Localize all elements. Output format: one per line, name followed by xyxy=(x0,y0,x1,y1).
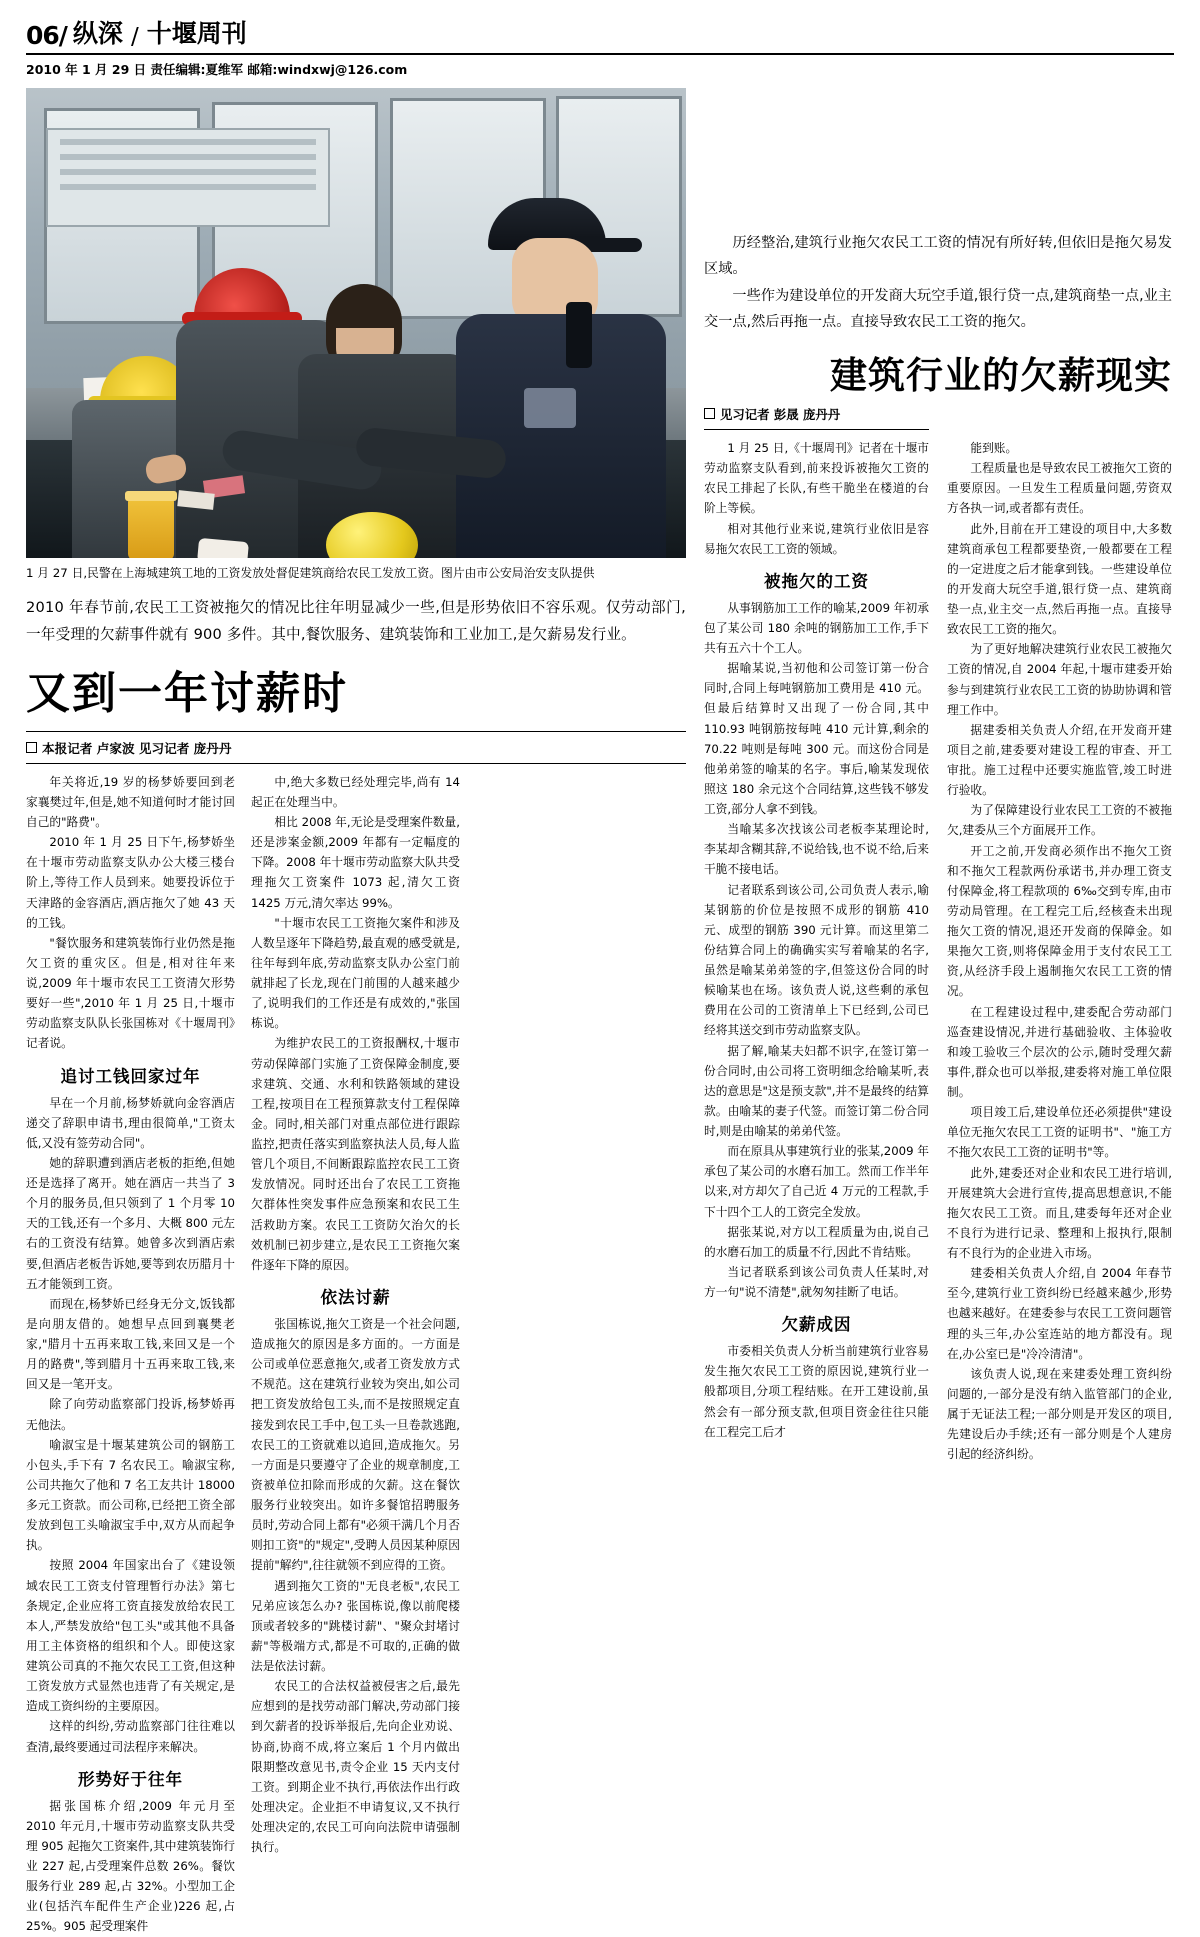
paragraph: 建委相关负责人介绍,自 2004 年春节至今,建筑行业工资纠纷已经越来越少,形势也越来越好。在建委参与农民工工资问题管理的头三年,办公室连站的地方都没有。现在,办公室已是"冷冷清清"。 xyxy=(947,1266,1172,1361)
paragraph: 早在一个月前,杨梦娇就向金容酒店递交了辞职申请书,理由很简单,"工资太低,又没有签劳动合同"。 xyxy=(26,1095,235,1150)
byline-square-icon xyxy=(26,742,37,753)
section-name: 纵深 xyxy=(72,19,123,48)
paragraph: 记者联系到该公司,公司负责人表示,喻某钢筋的价位是按照不成形的钢筋 410 元、成型的钢筋 390 元计算。而这里第二份结算合同上的确确实实写着喻某的名字,虽然是喻某弟弟签的字,但签这份合同的时候喻某也在场。该负责人说,这些剩的承包费用在公司的工资清单上下已经到,公司已经将其送交到市劳动监察支队。 xyxy=(704,882,929,1038)
paragraph: 项目竣工后,建设单位还必须提供"建设单位无拖欠农民工工资的证明书"、"施工方不拖欠农民工工资的证明书"等。 xyxy=(947,1105,1172,1160)
right-text-column-2 xyxy=(947,438,1172,1464)
paragraph: 市委相关负责人分析当前建筑行业容易发生拖欠农民工工资的原因说,建筑行业一般都项目,分项工程结账。在开工建设前,虽然会有一部分预支款,但项目资金往往只能在工程完工后才 xyxy=(704,1344,929,1439)
paragraph: 农民工的合法权益被侵害之后,最先应想到的是找劳动部门解决,劳动部门接到欠薪者的投诉举报后,先向企业劝说、协商,协商不成,将立案后 1 个月内做出限期整改意见书,责令企业 15 天内支付工资。到期企业不执行,再依法作出行政处理决定。企业拒不申请复议,又不执行处理决定的,农民工可向向法院申请强制执行。 xyxy=(251,1679,460,1855)
page-number: 06/ xyxy=(26,21,67,50)
masthead-divider: / xyxy=(130,24,139,50)
publication-name: 十堰周刊 xyxy=(146,19,247,48)
paragraph: 从事钢筋加工工作的喻某,2009 年初承包了某公司 180 余吨的钢筋加工工作,手下共有五六十个工人。 xyxy=(704,600,929,656)
paragraph: 遇到拖欠工资的"无良老板",农民工兄弟应该怎么办? 张国栋说,像以前爬楼顶或者较多的"跳楼讨薪"、"聚众封堵讨薪"等极端方式,都是不可取的,正确的做法是依法讨薪。 xyxy=(251,1578,460,1674)
paragraph: 喻淑宝是十堰某建筑公司的钢筋工小包头,手下有 7 名农民工。喻淑宝称,公司共拖欠了他和 7 名工友共计 18000 多元工资款。而公司称,已经把工资全部发放到包工头喻淑宝手中,双方从而起争执。 xyxy=(26,1437,235,1553)
left-text-column-3 xyxy=(476,772,685,1937)
paragraph: 中,绝大多数已经处理完毕,尚有 14 起正在处理当中。 xyxy=(251,774,460,809)
left-subhead-1: 追讨工钱回家过年 xyxy=(60,1066,201,1086)
right-byline xyxy=(704,405,929,430)
paragraph: 工程质量也是导致农民工被拖欠工资的重要原因。一旦发生工程质量问题,劳资双方各执一词,或者都有责任。 xyxy=(947,461,1172,516)
paragraph: 据喻某说,当初他和公司签订第一份合同时,合同上每吨钢筋加工费用是 410 元。但最后结算时又出现了一份合同,其中 110.93 吨钢筋按每吨 410 元计算,剩余的 70.22 吨则是每吨 300 元。而这份合同是他弟弟签的喻某的名字。事后,喻某发现依照这 180 余元这个合同结算,这些钱不够发工资,部分人拿不到钱。 xyxy=(704,661,929,817)
right-headline: 建筑行业的欠薪现实 xyxy=(830,354,1172,398)
byline-square-icon xyxy=(704,408,715,419)
left-lead-paragraph: 2010 年春节前,农民工工资被拖欠的情况比往年明显减少一些,但是形势依旧不容乐观。仅劳动部门,一年受理的欠薪事件就有 900 多件。其中,餐饮服务、建筑装饰和工业加工,是欠薪易发行业。 xyxy=(26,598,686,643)
right-text-column-1 xyxy=(704,438,929,1464)
paragraph: 据建委相关负责人介绍,在开发商开建项目之前,建委要对建设工程的审查、开工审批。施工过程中还要实施监管,竣工时进行验收。 xyxy=(947,722,1172,798)
paragraph: 据张某说,对方以工程质量为由,说自己的水磨石加工的质量不行,因此不肯结账。 xyxy=(704,1224,929,1259)
right-column xyxy=(704,88,1172,1937)
paragraph: 此外,目前在开工建设的项目中,大多数建筑商承包工程都要垫资,一般都要在工程的一定进度之后才能拿到钱。一些建设单位的开发商大玩空手道,银行贷一点、建筑商垫一点,业主交一点,然后再拖一点。直接导致农民工工资的拖欠。 xyxy=(947,521,1172,637)
paragraph: 能到账。 xyxy=(970,441,1018,456)
paragraph: 按照 2004 年国家出台了《建设领域农民工工资支付管理暂行办法》第七条规定,企业应将工资直接发放给农民工本人,严禁发放给"包工头"或其他不具备用工主体资格的组织和个人。即使这家建筑公司真的不拖欠农民工工资,但这种工资发放方式显然也违背了有关规定,是造成工资纠纷的主要原因。 xyxy=(26,1558,235,1714)
paragraph: 开工之前,开发商必须作出不拖欠工资和不拖欠工程款两份承诺书,并办理工资支付保障金,将工程款项的 6‰交到专库,由市劳动局管理。在工程完工后,经核查未出现拖欠工资的情况,退还开发商的保障金。如果拖欠工资,则将保障金用于支付农民工工资,从经济手段上遏制拖欠农民工工资的情况。 xyxy=(947,843,1172,999)
left-subhead-3: 依法讨薪 xyxy=(320,1287,391,1307)
paragraph: 一些作为建设单位的开发商大玩空手道,银行贷一点,建筑商垫一点,业主交一点,然后再拖一点。直接导致农民工工资的拖欠。 xyxy=(704,287,1172,330)
paragraph: 为维护农民工的工资报酬权,十堰市劳动保障部门实施了工资保障金制度,要求建筑、交通、水利和铁路领域的建设工程,按项目在工程预算款支付工程保障金。同时,相关部门对重点部位进行跟踪监控,把责任落实到监察执法人员,每人监管几个项目,不间断跟踪监控农民工工资发放情况。同时还出台了农民工工资拖欠群体性突发事件应急预案和农民工生活救助方案。农民工工资防欠治欠的长效机制已初步建立,是农民工工资拖欠案件逐年下降的原因。 xyxy=(251,1036,460,1272)
left-text-column-2 xyxy=(251,772,460,1937)
left-text-column-1 xyxy=(26,772,235,1937)
paragraph: 为了保障建设行业农民工工资的不被拖欠,建委从三个方面展开工作。 xyxy=(947,803,1172,838)
photo-caption: 1 月 27 日,民警在上海城建筑工地的工资发放处督促建筑商给农民工发放工资。图片由市公安局治安支队提供 xyxy=(26,566,595,580)
paragraph: 1 月 25 日,《十堰周刊》记者在十堰市劳动监察支队看到,前来投诉被拖欠工资的农民工排起了长队,有些干脆坐在楼道的台阶上等候。 xyxy=(704,441,929,516)
paragraph: 张国栋说,拖欠工资是一个社会问题,造成拖欠的原因是多方面的。一方面是公司或单位恶意拖欠,或者工资发放方式不规范。这在建筑行业较为突出,如公司把工资发放给包工头,而不是按照规定直接发到农民工手中,包工头一旦卷款逃跑,农民工的工资就难以追回,造成拖欠。另一方面是只要遵守了企业的规章制度,工资被单位扣除而形成的欠薪。这在餐饮服务行业较突出。如许多餐馆招聘服务员时,劳动合同上都有"必须干满几个月否则扣工资"的"规定",受聘人员因某种原因提前"解约",往往就领不到应得的工资。 xyxy=(251,1316,460,1573)
right-subhead-2: 欠薪成因 xyxy=(781,1315,852,1335)
right-subhead-1: 被拖欠的工资 xyxy=(764,571,869,591)
paragraph: 2010 年 1 月 25 日下午,杨梦娇坐在十堰市劳动监察支队办公大楼三楼台阶上,等待工作人员到来。她要投诉位于天津路的金容酒店,酒店拖欠了她 43 天的工钱。 xyxy=(26,835,235,930)
paragraph: 相比 2008 年,无论是受理案件数量,还是涉案金额,2009 年都有一定幅度的下降。2008 年十堰市劳动监察大队共受理拖欠工资案件 1073 起,清欠工资 1425 万元,清欠率达 99%。 xyxy=(251,815,460,910)
left-byline xyxy=(26,732,686,764)
paragraph: 为了更好地解决建筑行业农民工被拖欠工资的情况,自 2004 年起,十堰市建委开始参与到建筑行业农民工工资的协助协调和管理工作中。 xyxy=(947,642,1172,717)
paragraph: 此外,建委还对企业和农民工进行培训,开展建筑大会进行宣传,提高思想意识,不能拖欠农民工工资。而且,建委每年还对企业不良行为进行记录、整理和上报执行,限制有不良行为的企业进入市场。 xyxy=(947,1165,1172,1261)
masthead-subline: 2010 年 1 月 29 日 责任编辑:夏维军 邮箱:windxwj@126.com xyxy=(26,62,408,77)
right-byline-text: 见习记者 彭晟 庞丹丹 xyxy=(720,407,841,423)
paragraph: 而在原具从事建筑行业的张某,2009 年承包了某公司的水磨石加工。然而工作半年以来,对方却欠了自己近 4 万元的工程款,手下十四个工人的工资完全发放。 xyxy=(704,1144,929,1219)
paragraph: 据张国栋介绍,2009 年元月至 2010 年元月,十堰市劳动监察支队共受理 905 起拖欠工资案件,其中建筑装饰行业 227 起,占受理案件总数 26%。餐饮服务行业 289 起,占 32%。小型加工企业(包括汽车配件生产企业)226 起,占 25%。905 起受理案件 xyxy=(26,1798,235,1934)
masthead xyxy=(26,14,1174,55)
left-column xyxy=(26,88,686,1937)
paragraph: 当喻某多次找该公司老板李某理论时,李某却含糊其辞,不说给钱,也不说不给,后来干脆不接电话。 xyxy=(704,822,929,877)
paragraph: 相对其他行业来说,建筑行业依旧是容易拖欠农民工工资的领域。 xyxy=(704,521,929,556)
left-subhead-2: 形势好于往年 xyxy=(78,1769,183,1789)
paragraph: 该负责人说,现在来建委处理工资纠纷问题的,一部分是没有纳入监管部门的企业,属于无证法工程;一部分则是开发区的项目,先建设后办手续;还有一部分则是个人建房引起的经济纠纷。 xyxy=(947,1366,1172,1462)
paragraph: 历经整治,建筑行业拖欠农民工工资的情况有所好转,但依旧是拖欠易发区域。 xyxy=(704,235,1172,278)
right-lead xyxy=(704,230,1172,335)
paragraph: "餐饮服务和建筑装饰行业仍然是拖欠工资的重灾区。但是,相对往年来说,2009 年十堰市农民工工资清欠形势要好一些",2010 年 1 月 25 日,十堰市劳动监察支队队长张国栋对《十堰周刊》记者说。 xyxy=(26,935,235,1051)
paragraph: 这样的纠纷,劳动监察部门往往难以查清,最终要通过司法程序来解决。 xyxy=(26,1719,235,1754)
paragraph: 而现在,杨梦娇已经身无分文,饭钱都是向朋友借的。她想早点回到襄樊老家,"腊月十五再来取工钱,来回又是一个月的路费",等到腊月十五再来取工钱,来回又是一笔开支。 xyxy=(26,1296,235,1392)
left-headline: 又到一年讨薪时 xyxy=(26,667,348,719)
paragraph: "十堰市农民工工资拖欠案件和涉及人数呈逐年下降趋势,最直观的感受就是,往年每到年底,劳动监察支队办公室门前就排起了长龙,现在门前围的人越来越少了,说明我们的工作还是有成效的,"张国栋说。 xyxy=(251,915,460,1031)
paragraph: 当记者联系到该公司负责人任某时,对方一句"说不清楚",就匆匆挂断了电话。 xyxy=(704,1264,929,1300)
paragraph: 据了解,喻某夫妇都不识字,在签订第一份合同时,由公司将工资明细念给喻某听,表达的意思是"这是预支款",并不是最终的结算款。由喻某的妻子代签。而签订第二份合同时,则是由喻某的弟弟代签。 xyxy=(704,1043,929,1139)
news-photo xyxy=(26,88,686,558)
paragraph: 在工程建设过程中,建委配合劳动部门巡查建设情况,并进行基础验收、主体验收和竣工验收三个层次的公示,随时受理欠薪事件,群众也可以举报,建委将对施工单位限制。 xyxy=(947,1004,1172,1100)
paragraph: 除了向劳动监察部门投诉,杨梦娇再无他法。 xyxy=(26,1397,235,1432)
paragraph: 她的辞职遭到酒店老板的拒绝,但她还是选择了离开。她在酒店一共当了 3 个月的服务员,但只领到了 1 个月零 10 天的工钱,还有一个多月、大概 800 元左右的工资没有结算。她曾多次到酒店索要,但酒店老板告诉她,要等到农历腊月十五才能领到工资。 xyxy=(26,1155,235,1291)
left-byline-text: 本报记者 卢家波 见习记者 庞丹丹 xyxy=(42,740,232,756)
paragraph: 年关将近,19 岁的杨梦娇要回到老家襄樊过年,但是,她不知道何时才能讨回自己的"路费"。 xyxy=(26,774,235,830)
